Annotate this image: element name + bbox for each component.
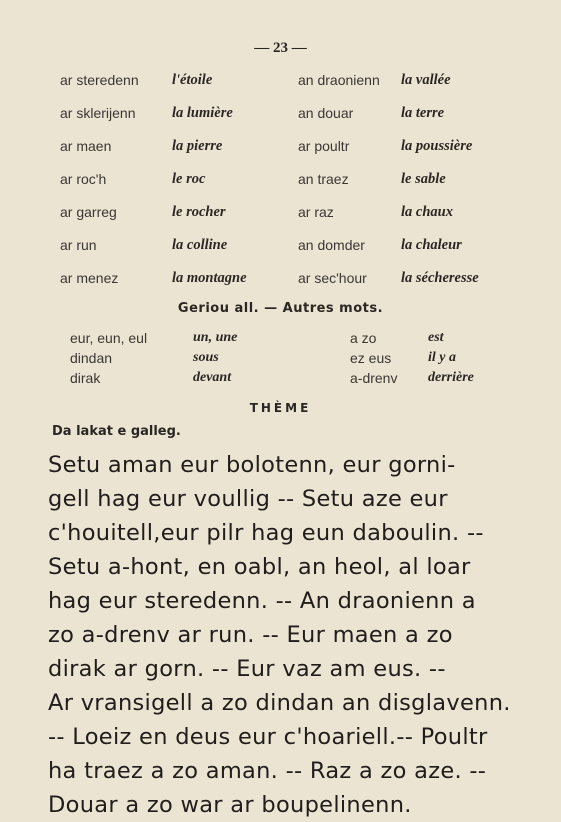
breton-word: ar raz [298, 204, 334, 220]
other-word-row [0, 330, 561, 350]
breton-word: ar roc'h [60, 171, 107, 187]
french-translation: le sable [401, 171, 446, 187]
breton-word: eur, eun, eul [70, 330, 148, 346]
vocab-row [0, 237, 561, 265]
exercise-line: Setu a-hont, en oabl, an heol, al loar [48, 554, 471, 580]
breton-word: ar menez [60, 270, 119, 286]
exercise-line: ha traez a zo aman. -- Raz a zo aze. -- [48, 758, 487, 784]
breton-word: ar run [60, 237, 97, 253]
french-translation: sous [193, 350, 219, 365]
french-translation: il y a [428, 350, 456, 365]
french-translation: derrière [428, 370, 474, 385]
breton-word: ar steredenn [60, 72, 139, 88]
exercise-line: c'houitell,eur pilr hag eun daboulin. -- [48, 520, 484, 546]
french-translation: le roc [172, 171, 206, 187]
vocab-row [0, 171, 561, 199]
vocab-row [0, 270, 561, 298]
french-translation: l'étoile [172, 72, 213, 88]
french-translation: la chaleur [401, 237, 462, 253]
breton-word: an traez [298, 171, 349, 187]
breton-word: dirak [70, 370, 101, 386]
french-translation: la lumière [172, 105, 233, 121]
exercise-line: Setu aman eur bolotenn, eur gorni- [48, 452, 456, 478]
breton-word: ar maen [60, 138, 112, 154]
exercise-instruction: Da lakat e galleg. [52, 424, 181, 439]
french-translation: la chaux [401, 204, 453, 220]
page-number: — 23 — [254, 40, 307, 56]
breton-word: an douar [298, 105, 354, 121]
french-translation: un, une [193, 330, 238, 345]
breton-word: ar poultr [298, 138, 350, 154]
vocab-row [0, 204, 561, 232]
french-translation: la poussière [401, 138, 473, 154]
breton-word: ar sklerijenn [60, 105, 136, 121]
other-word-row [0, 350, 561, 370]
french-translation: la vallée [401, 72, 451, 88]
exercise-line: zo a-drenv ar run. -- Eur maen a zo [48, 622, 453, 648]
french-translation: la montagne [172, 270, 247, 286]
theme-heading: THÈME [249, 401, 312, 415]
french-translation: devant [193, 370, 232, 385]
exercise-line: Ar vransigell a zo dindan an disglavenn. [48, 690, 511, 716]
breton-word: an draonienn [298, 72, 380, 88]
breton-word: dindan [70, 350, 113, 366]
exercise-text [48, 448, 518, 822]
french-translation: le rocher [172, 204, 226, 220]
breton-word: a-drenv [350, 370, 398, 386]
breton-word: an domder [298, 237, 365, 253]
exercise-line: gell hag eur voullig -- Setu aze eur [48, 486, 448, 512]
vocab-row [0, 105, 561, 133]
breton-word: ez eus [350, 350, 392, 366]
other-word-row [0, 370, 561, 390]
breton-word: ar garreg [60, 204, 117, 220]
exercise-line: hag eur steredenn. -- An draonienn a [48, 588, 476, 614]
french-translation: la pierre [172, 138, 223, 154]
breton-word: ar sec'hour [298, 270, 367, 286]
french-translation: la colline [172, 237, 228, 253]
breton-word: a zo [350, 330, 377, 346]
exercise-line: dirak ar gorn. -- Eur vaz am eus. -- [48, 656, 446, 682]
other-words-heading: Geriou all. — Autres mots. [177, 301, 384, 316]
exercise-line: -- Loeiz en deus eur c'hoariell.-- Poultr [48, 724, 488, 750]
vocab-row [0, 138, 561, 166]
vocab-row [0, 72, 561, 100]
french-translation: la sécheresse [401, 270, 479, 286]
french-translation: la terre [401, 105, 445, 121]
exercise-line: Douar a zo war ar boupelinenn. [48, 792, 412, 818]
french-translation: est [428, 330, 444, 345]
